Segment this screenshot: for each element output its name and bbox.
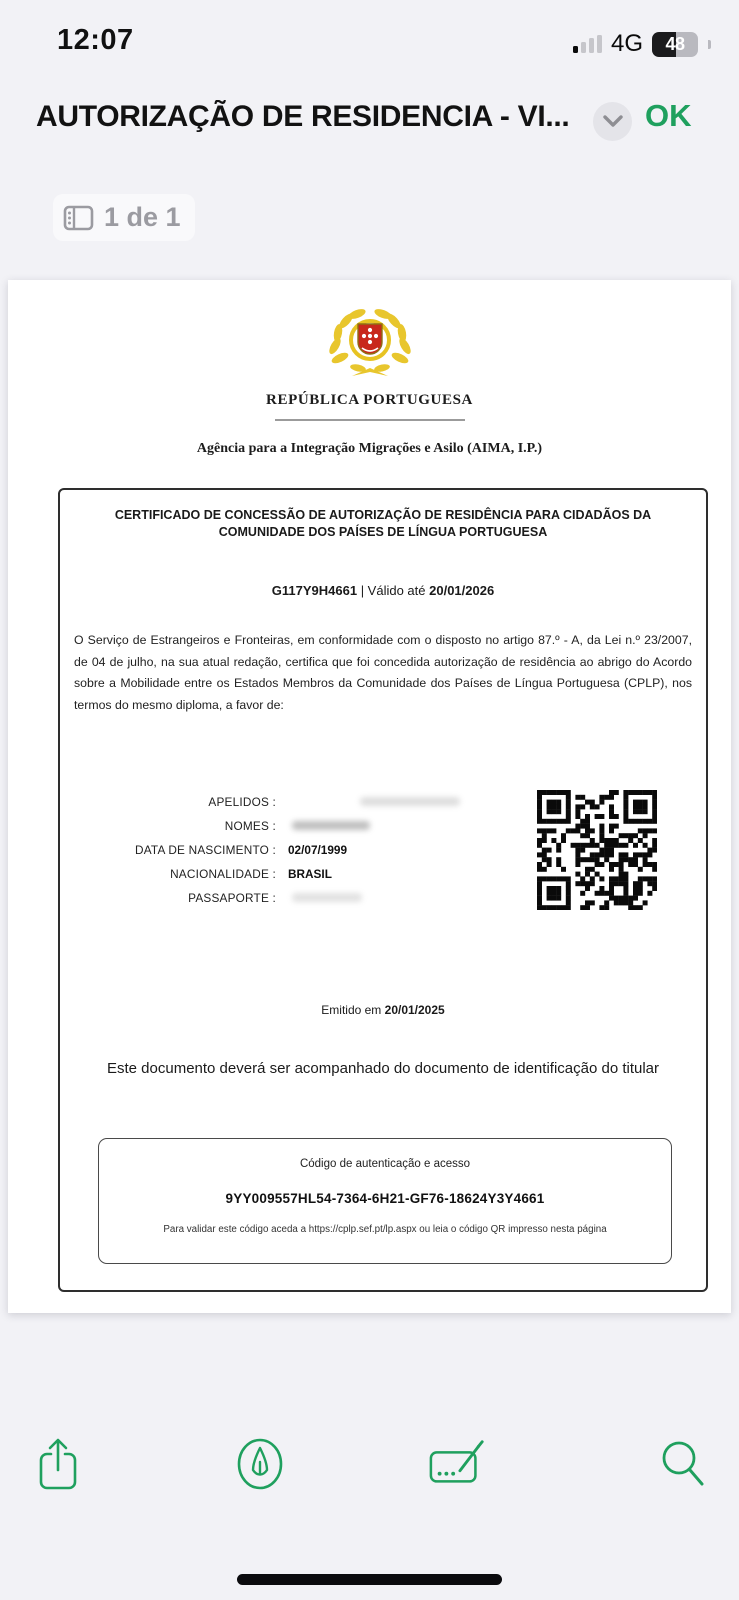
battery-icon	[652, 32, 698, 57]
ok-button[interactable]: OK	[645, 98, 692, 133]
field-label: NACIONALIDADE :	[170, 867, 276, 881]
certificate-title: CERTIFICADO DE CONCESSÃO DE AUTORIZAÇÃO DE RESIDÊNCIA PARA CIDADÃOS DA COMUNIDADE DOS PAÍSES DE LÍNGUA PORTUGUESA	[114, 508, 652, 539]
qr-code	[537, 790, 657, 910]
status-right-cluster	[573, 30, 711, 58]
field-label: PASSAPORTE :	[188, 891, 276, 905]
certificate-code-line	[60, 583, 706, 598]
markup-button[interactable]	[230, 1432, 290, 1496]
field-label: APELIDOS :	[208, 795, 276, 809]
certificate-body-text: O Serviço de Estrangeiros e Fronteiras, em conformidade com o disposto no artigo 87.º - A, da Lei n.º 23/2007, de 04 de julho, na sua atual redação, certifica que foi concedida autorização de residência ao abrigo do Acordo sobre a Mobilidade entre os Estados Membros da Comunidade dos Países de Língua Portuguesa (CPLP), nos termos do mesmo diploma, a favor de:	[74, 633, 692, 712]
holder-fields	[60, 790, 480, 910]
bottom-toolbar	[0, 1432, 739, 1512]
chevron-down-icon	[603, 115, 623, 128]
search-icon	[659, 1438, 705, 1490]
title-dropdown-button[interactable]	[593, 102, 632, 141]
valid-until-date: 20/01/2026	[429, 583, 495, 598]
field-value: 02/07/1999	[288, 843, 348, 857]
republic-heading: REPÚBLICA PORTUGUESA	[266, 392, 473, 408]
portugal-coat-of-arms-icon	[322, 306, 418, 386]
issued-date: 20/01/2025	[384, 1003, 445, 1017]
field-label: DATA DE NASCIMENTO :	[135, 843, 276, 857]
auth-code-instructions: Para validar este código aceda a https://cplp.sef.pt/lp.aspx ou leia o código QR impresso nesta página	[163, 1224, 607, 1235]
document-title: AUTORIZAÇÃO DE RESIDENCIA - VI...	[36, 100, 570, 133]
certificate-code: G117Y9H4661	[271, 583, 358, 598]
page-indicator-label: 1 de 1	[104, 202, 181, 232]
accompaniment-note: Este documento deverá ser acompanhado do documento de identificação do titular	[106, 1060, 660, 1077]
share-button[interactable]	[28, 1432, 88, 1496]
redacted-value	[292, 821, 370, 830]
field-data-nascimento	[60, 838, 480, 862]
auth-code-title: Código de autenticação e acesso	[299, 1158, 471, 1170]
field-label: NOMES :	[224, 819, 276, 833]
redacted-value	[360, 797, 460, 806]
auth-code-value: 9YY009557HL54-7364-6H21-GF76-18624Y3Y4661	[225, 1191, 545, 1206]
battery-nub	[708, 40, 711, 49]
redacted-value	[292, 893, 362, 902]
markup-pen-icon	[235, 1436, 285, 1492]
signature-button[interactable]	[428, 1432, 488, 1496]
title-bar	[0, 96, 739, 152]
issued-label: Emitido em	[321, 1003, 385, 1017]
network-type-label: 4G	[610, 30, 643, 57]
field-value: BRASIL	[288, 867, 332, 881]
signature-form-icon	[428, 1438, 488, 1490]
heading-divider	[275, 419, 465, 421]
issued-line	[60, 1003, 706, 1017]
field-passaporte	[60, 886, 480, 910]
field-nacionalidade	[60, 862, 480, 886]
status-time: 12:07	[57, 24, 134, 56]
document-page[interactable]	[8, 280, 731, 1313]
battery-percent-label: 48	[665, 33, 685, 54]
agency-heading: Agência para a Integração Migrações e Asilo (AIMA, I.P.)	[196, 441, 543, 456]
signal-strength-icon	[573, 35, 602, 53]
search-button[interactable]	[652, 1432, 712, 1496]
page-indicator[interactable]	[53, 194, 195, 241]
home-indicator[interactable]	[237, 1574, 502, 1585]
certificate-frame	[58, 488, 708, 1292]
share-icon	[37, 1436, 79, 1492]
auth-code-frame	[98, 1138, 672, 1264]
thumbnails-panel-icon	[63, 205, 94, 231]
valid-until-label: | Válido até	[357, 583, 430, 598]
field-nomes	[60, 814, 480, 838]
field-apelidos	[60, 790, 480, 814]
